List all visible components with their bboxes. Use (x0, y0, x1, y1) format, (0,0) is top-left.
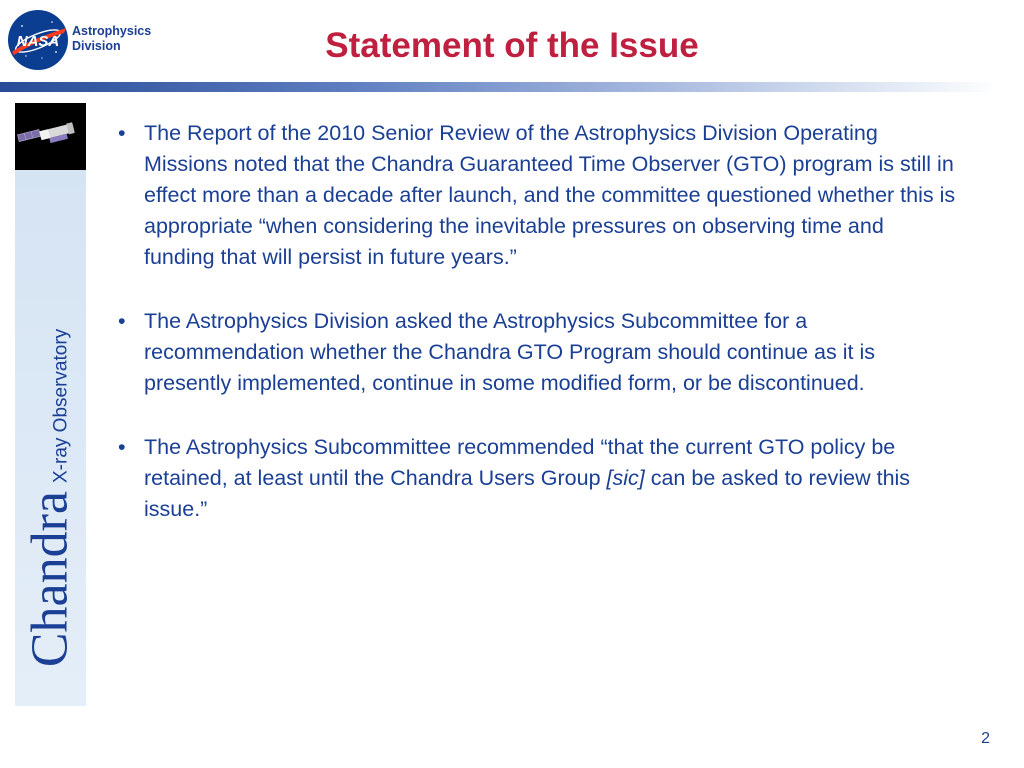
bullet-item (98, 118, 960, 273)
bullet-marker: • (118, 309, 126, 333)
sidebar-caption (21, 329, 80, 667)
bullet-list (98, 118, 960, 558)
page-number: 2 (981, 730, 990, 747)
bullet-text-after: can be asked to review this issue.” (144, 466, 911, 521)
bullet-text-before: The Astrophysics Subcommittee recommended “that the current GTO policy be retained, at least until the Chandra Users Group (144, 435, 896, 490)
xray-observatory-label: X-ray Observatory (50, 328, 72, 483)
nasa-logo-text: NASA (16, 33, 60, 50)
division-line-2: Division (72, 39, 121, 53)
header-divider (0, 82, 1000, 92)
bullet-text: The Astrophysics Division asked the Astrophysics Subcommittee for a recommendation whether the Chandra GTO Program should continue as it is presently implemented, continue in some modified form, or be discontinued. (144, 309, 875, 395)
division-line-1: Astrophysics (72, 24, 152, 38)
bullet-item (98, 432, 960, 525)
slide-header (0, 0, 1024, 92)
chandra-sidebar (15, 103, 86, 706)
bullet-text: The Report of the 2010 Senior Review of the Astrophysics Division Operating Missions noted that the Chandra Guaranteed Time Observer (GTO) program is still in effect more than a decade after launch, and the committee questioned whether this is appropriate “when considering the inevitable pressures on observing time and funding that will persist in future years.” (144, 121, 956, 269)
bullet-marker: • (118, 435, 126, 459)
sic-annotation: [sic] (606, 466, 645, 490)
satellite-icon (15, 103, 86, 170)
chandra-brand: Chandra (21, 490, 79, 668)
bullet-item (98, 306, 960, 399)
bullet-marker: • (118, 121, 126, 145)
slide-title: Statement of the Issue (325, 26, 699, 65)
